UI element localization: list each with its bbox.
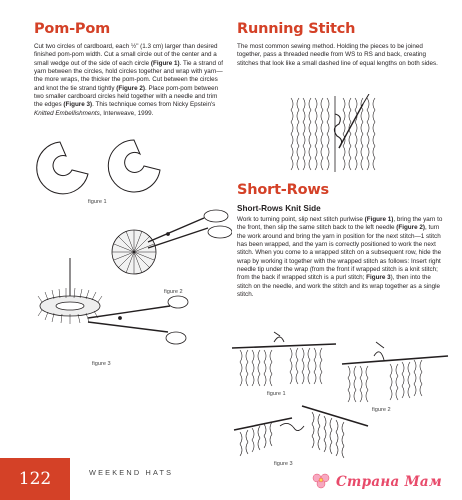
short-rows-figure2-illustration [340,338,450,404]
short-rows-text: Work to turning point, slip next stitch purlwise (Figure 1), bring the yarn to the front, then slip the same stitch back to the left needle (Figure 2), turn the work around and bring the yarn in position for the next stitch—1 stitch has been wrapped, and the yarn is correctly positioned to work the next stitch. When you come to a wrapped stitch on a subsequent row, hide the wrap by working it together with the wrapped stitch as follows: Insert right needle tip under the wrap (from the front if wrapped stitch is a knit stitch; from the back if wrapped stitch is a purl stitch; Figure 3), then into the stitch on the needle, and work the stitch and its wrap together as a single stitch. [237,215,443,299]
short-rows-figure3-illustration [232,400,372,460]
running-stitch-illustration [287,94,397,174]
pompom-text: Cut two circles of cardboard, each ½" (1.3 cm) larger than desired finished pom-pom width. Cut a small circle out of the center and a small wedge out of the side of each circle (Figure 1). Tie a strand of yarn between the circles, hold circles together and wrap with yarn—the more wraps, the thicker the pom-pom. Cut between the circles and knot the tie strand tightly (Figure 2). Place pom-pom between two smaller cardboard circles held together with a needle and trim the edges (Figure 3). This technique comes from Nicky Epstein's Knitted Embellishments, Interweave, 1999. [34,42,223,117]
pompom-section [34,22,224,118]
page-number: 122 [18,469,52,489]
pompom-title: Pom-Pom [34,21,111,37]
pompom-trimming-illustration [30,256,190,354]
pompom-cardboard-circles-illustration [30,136,190,198]
short-rows-subtitle: Short-Rows Knit Side [237,203,321,213]
short-rows-figure1-caption: figure 1 [267,391,286,397]
pompom-figure1-caption: figure 1 [88,199,107,205]
short-rows-figure3-caption: figure 3 [274,461,293,467]
page-number-box [0,458,70,500]
short-rows-section [237,183,444,299]
short-rows-figure2-caption: figure 2 [372,407,391,413]
pompom-figure2-caption: figure 2 [164,289,183,295]
running-stitch-title: Running Stitch [237,21,356,37]
running-head: WEEKEND HATS [89,468,174,477]
running-stitch-section [237,22,442,68]
running-stitch-text: The most common sewing method. Holding the pieces to be joined together, pass a threaded needle from WS to RS and back, creating stitches that look like a small dashed line of equal lengths on both sides. [237,42,438,67]
short-rows-figure1-illustration [230,328,340,390]
short-rows-title: Short-Rows [237,182,329,198]
watermark-text: Страна Мам [336,474,443,490]
pompom-figure3-caption: figure 3 [92,361,111,367]
